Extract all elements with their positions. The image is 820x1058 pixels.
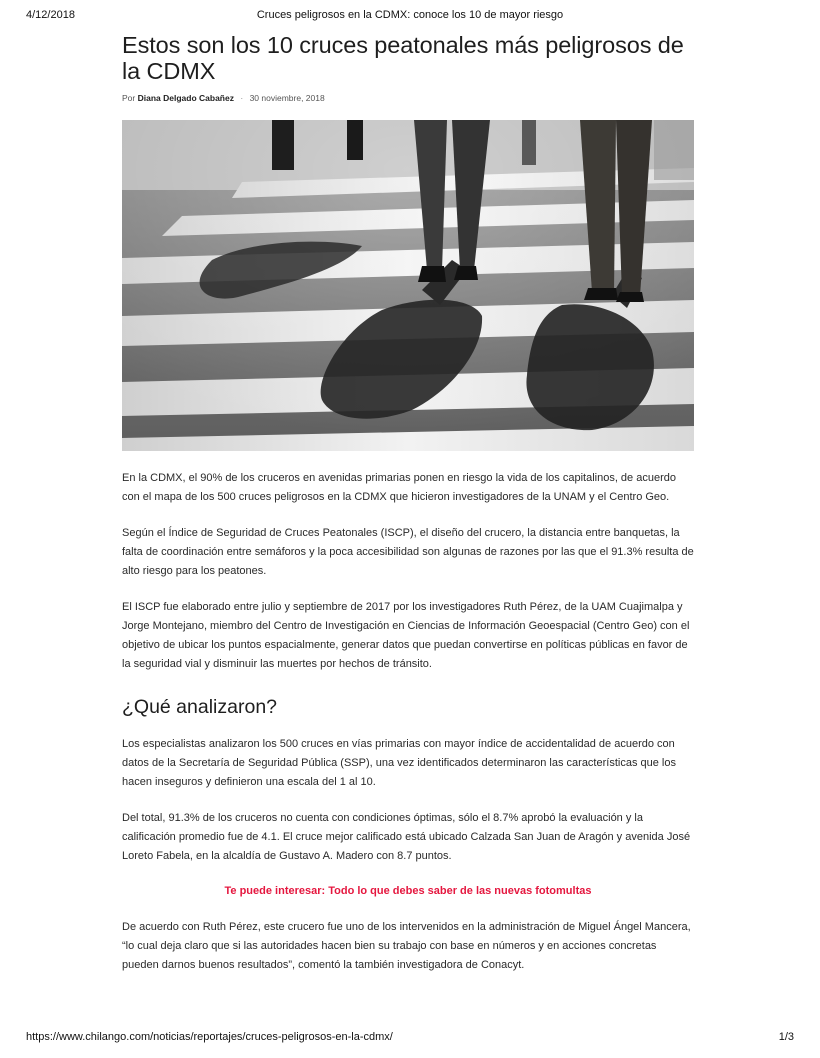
paragraph: Del total, 91.3% de los cruceros no cuenta con condiciones óptimas, sólo el 8.7% aprobó la evaluación y la calificación promedio fue de 4.1. El cruce mejor calificado está ubicado Calzada San Juan de Aragón y avenida José Loreto Fabela, en la alcaldía de Gustavo A. Madero con 8.7 puntos. <box>122 812 691 862</box>
byline <box>122 92 694 104</box>
related-article-link[interactable]: Te puede interesar: Todo lo que debes saber de las nuevas fotomultas <box>224 885 592 897</box>
print-footer <box>0 1031 820 1047</box>
print-page-title: Cruces peligrosos en la CDMX: conoce los 10 de mayor riesgo <box>256 9 564 21</box>
print-header <box>0 9 820 25</box>
author-link[interactable]: Diana Delgado Cabañez <box>137 93 234 103</box>
section-heading: ¿Qué analizaron? <box>122 696 278 718</box>
page-url: https://www.chilango.com/noticias/reportajes/cruces-peligrosos-en-la-cdmx/ <box>26 1031 393 1043</box>
article-title: Estos son los 10 cruces peatonales más peligrosos de la CDMX <box>122 32 684 84</box>
byline-prefix: Por <box>122 93 136 103</box>
paragraph: De acuerdo con Ruth Pérez, este crucero fue uno de los intervenidos en la administración de Miguel Ángel Mancera, “lo cual deja claro que si las autoridades hacen bien su trabajo con base en números y en acciones concretas pueden darnos buenos resultados”, comentó la también investigadora de Conacyt. <box>122 921 691 971</box>
paragraph: En la CDMX, el 90% de los cruceros en avenidas primarias ponen en riesgo la vida de los capitalinos, de acuerdo con el mapa de los 500 cruces peligrosos en la CDMX que hicieron investigadores de la UNAM y el Centro Geo. <box>122 472 676 503</box>
paragraph: Según el Índice de Seguridad de Cruces Peatonales (ISCP), el diseño del crucero, la distancia entre banquetas, la falta de coordinación entre semáforos y la poca accesibilidad son algunas de razones por las que el 91.3% resulta de alto riesgo para los peatones. <box>122 527 694 577</box>
paragraph: El ISCP fue elaborado entre julio y septiembre de 2017 por los investigadores Ruth Pérez, de la UAM Cuajimalpa y Jorge Montejano, miembro del Centro de Investigación en Ciencias de Información Geoespacial (Centro Geo) con el objetivo de ubicar los puntos espacialmente, generar datos que puedan convertirse en políticas públicas en favor de la seguridad vial y disminuir las muertes por hechos de tránsito. <box>122 601 690 670</box>
print-date: 4/12/2018 <box>26 9 75 21</box>
paragraph: Los especialistas analizaron los 500 cruces en vías primarias con mayor índice de accidentalidad de acuerdo con datos de la Secretaría de Seguridad Pública (SSP), una vez identificados determinaron las características que los hacen inseguros y definieron una escala del 1 al 10. <box>122 738 676 788</box>
page-number: 1/3 <box>778 1031 794 1043</box>
hero-image <box>122 120 694 451</box>
byline-separator: · <box>240 93 244 103</box>
publish-date: 30 noviembre, 2018 <box>249 93 325 103</box>
article <box>122 32 694 975</box>
